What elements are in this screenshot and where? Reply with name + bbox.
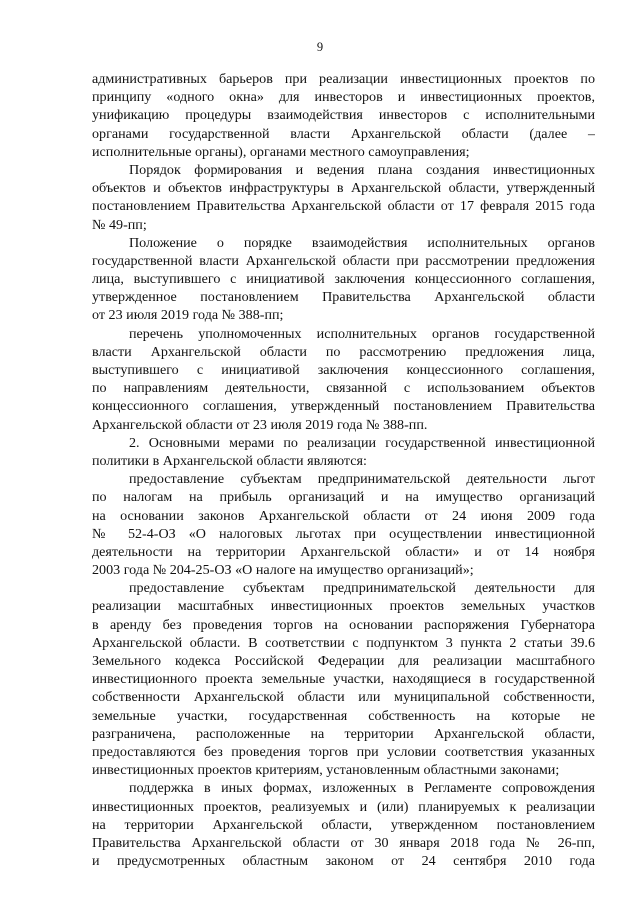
paragraph — [92, 779, 595, 870]
text-line: поддержка в иных формах, изложенных в Регламенте сопровождения — [129, 780, 595, 797]
paragraph — [92, 70, 595, 161]
text-line: от 23 июля 2019 года № 388-пп; — [92, 307, 284, 324]
text-line: принципу «одного окна» для инвесторов и инвестиционных проектов, — [92, 89, 595, 106]
text-line: Правительства Архангельской области от 30 января 2018 года № 26-пп, — [92, 834, 595, 851]
paragraph — [92, 579, 595, 779]
text-line: административных барьеров при реализации инвестиционных проектов по — [92, 71, 595, 87]
text-line: выступившего с инициативой заключения концессионного соглашения, — [92, 362, 595, 378]
text-line: Архангельской области от 23 июля 2019 года № 388-пп. — [92, 416, 428, 433]
text-line: в аренду без проведения торгов на основании распоряжения Губернатора — [92, 616, 595, 633]
page-number: 9 — [316, 40, 324, 54]
text-line: по направлениям деятельности, связанной с использованием объектов — [92, 380, 595, 397]
text-line: Земельного кодекса Российской Федерации для реализации масштабного — [92, 653, 595, 669]
text-line: на основании законов Архангельской области от 24 июня 2009 года — [92, 507, 595, 524]
text-line: предоставление субъектам предпринимательской деятельности для — [129, 580, 595, 597]
text-line: предоставление субъектам предпринимательской деятельности льгот — [129, 471, 595, 488]
paragraph — [92, 325, 595, 434]
text-line: Архангельской области. В соответствии с подпунктом 3 пункта 2 статьи 39.6 — [92, 634, 595, 651]
text-line: государственной власти Архангельской области при рассмотрении предложения — [92, 252, 595, 269]
text-line: № 52-4-ОЗ «О налоговых льготах при осуществлении инвестиционной — [92, 525, 595, 542]
text-line: деятельности на территории Архангельской области» и от 14 ноября — [92, 543, 595, 560]
text-line: постановлением Правительства Архангельской области от 17 февраля 2015 года — [92, 198, 595, 215]
text-line: разграничена, расположенные на территории Архангельской области, — [92, 725, 595, 742]
text-line: перечень уполномоченных исполнительных органов государственной — [129, 325, 595, 342]
text-line: 2. Основными мерами по реализации государственной инвестиционной — [129, 434, 595, 451]
text-line: исполнительные органы), органами местного самоуправления; — [92, 143, 470, 160]
text-line: на территории Архангельской области, утвержденном постановлением — [92, 816, 595, 833]
text-line: земельные участки, государственная собственность на которые не — [92, 707, 595, 724]
text-line: унификацию процедуры взаимодействия инвесторов с исполнительными — [92, 107, 595, 124]
text-line: утвержденное постановлением Правительства Архангельской области — [92, 289, 595, 306]
paragraph — [92, 161, 595, 234]
text-line: инвестиционного проекта земельные участки, находящиеся в государственной — [92, 671, 595, 688]
text-line: и предусмотренных областным законом от 24 сентября 2010 года — [92, 853, 595, 870]
text-line: власти Архангельской области по рассмотрению предложения лица, — [92, 343, 595, 360]
text-line: № 49-пп; — [92, 216, 147, 233]
text-line: органами государственной власти Архангельской области (далее – — [92, 125, 595, 142]
text-line: политики в Архангельской области являются: — [92, 452, 367, 469]
text-line: объектов и объектов инфраструктуры в Архангельской области, утвержденный — [92, 180, 595, 197]
text-line: инвестиционных проектов критериям, установленным областными законами; — [92, 762, 560, 779]
paragraph — [92, 434, 595, 470]
text-line: Положение о порядке взаимодействия исполнительных органов — [129, 234, 595, 251]
document-body — [92, 70, 595, 870]
paragraph — [92, 234, 595, 325]
text-line: реализации масштабных инвестиционных проектов земельных участков — [92, 598, 595, 615]
text-line: 2003 года № 204-25-ОЗ «О налоге на имущество организаций»; — [92, 562, 474, 579]
text-line: концессионного соглашения, утвержденный постановлением Правительства — [92, 398, 595, 415]
text-line: Порядок формирования и ведения плана создания инвестиционных — [129, 161, 595, 178]
paragraph — [92, 470, 595, 579]
text-line: предоставляются без проведения торгов при условии соответствия указанных — [92, 743, 595, 760]
text-line: по налогам на прибыль организаций и на имущество организаций — [92, 489, 595, 506]
text-line: собственности Архангельской области или муниципальной собственности, — [92, 689, 595, 706]
text-line: лица, выступившего с инициативой заключения концессионного соглашения, — [92, 271, 595, 288]
text-line: инвестиционных проектов, реализуемых и (или) планируемых к реализации — [92, 798, 595, 815]
